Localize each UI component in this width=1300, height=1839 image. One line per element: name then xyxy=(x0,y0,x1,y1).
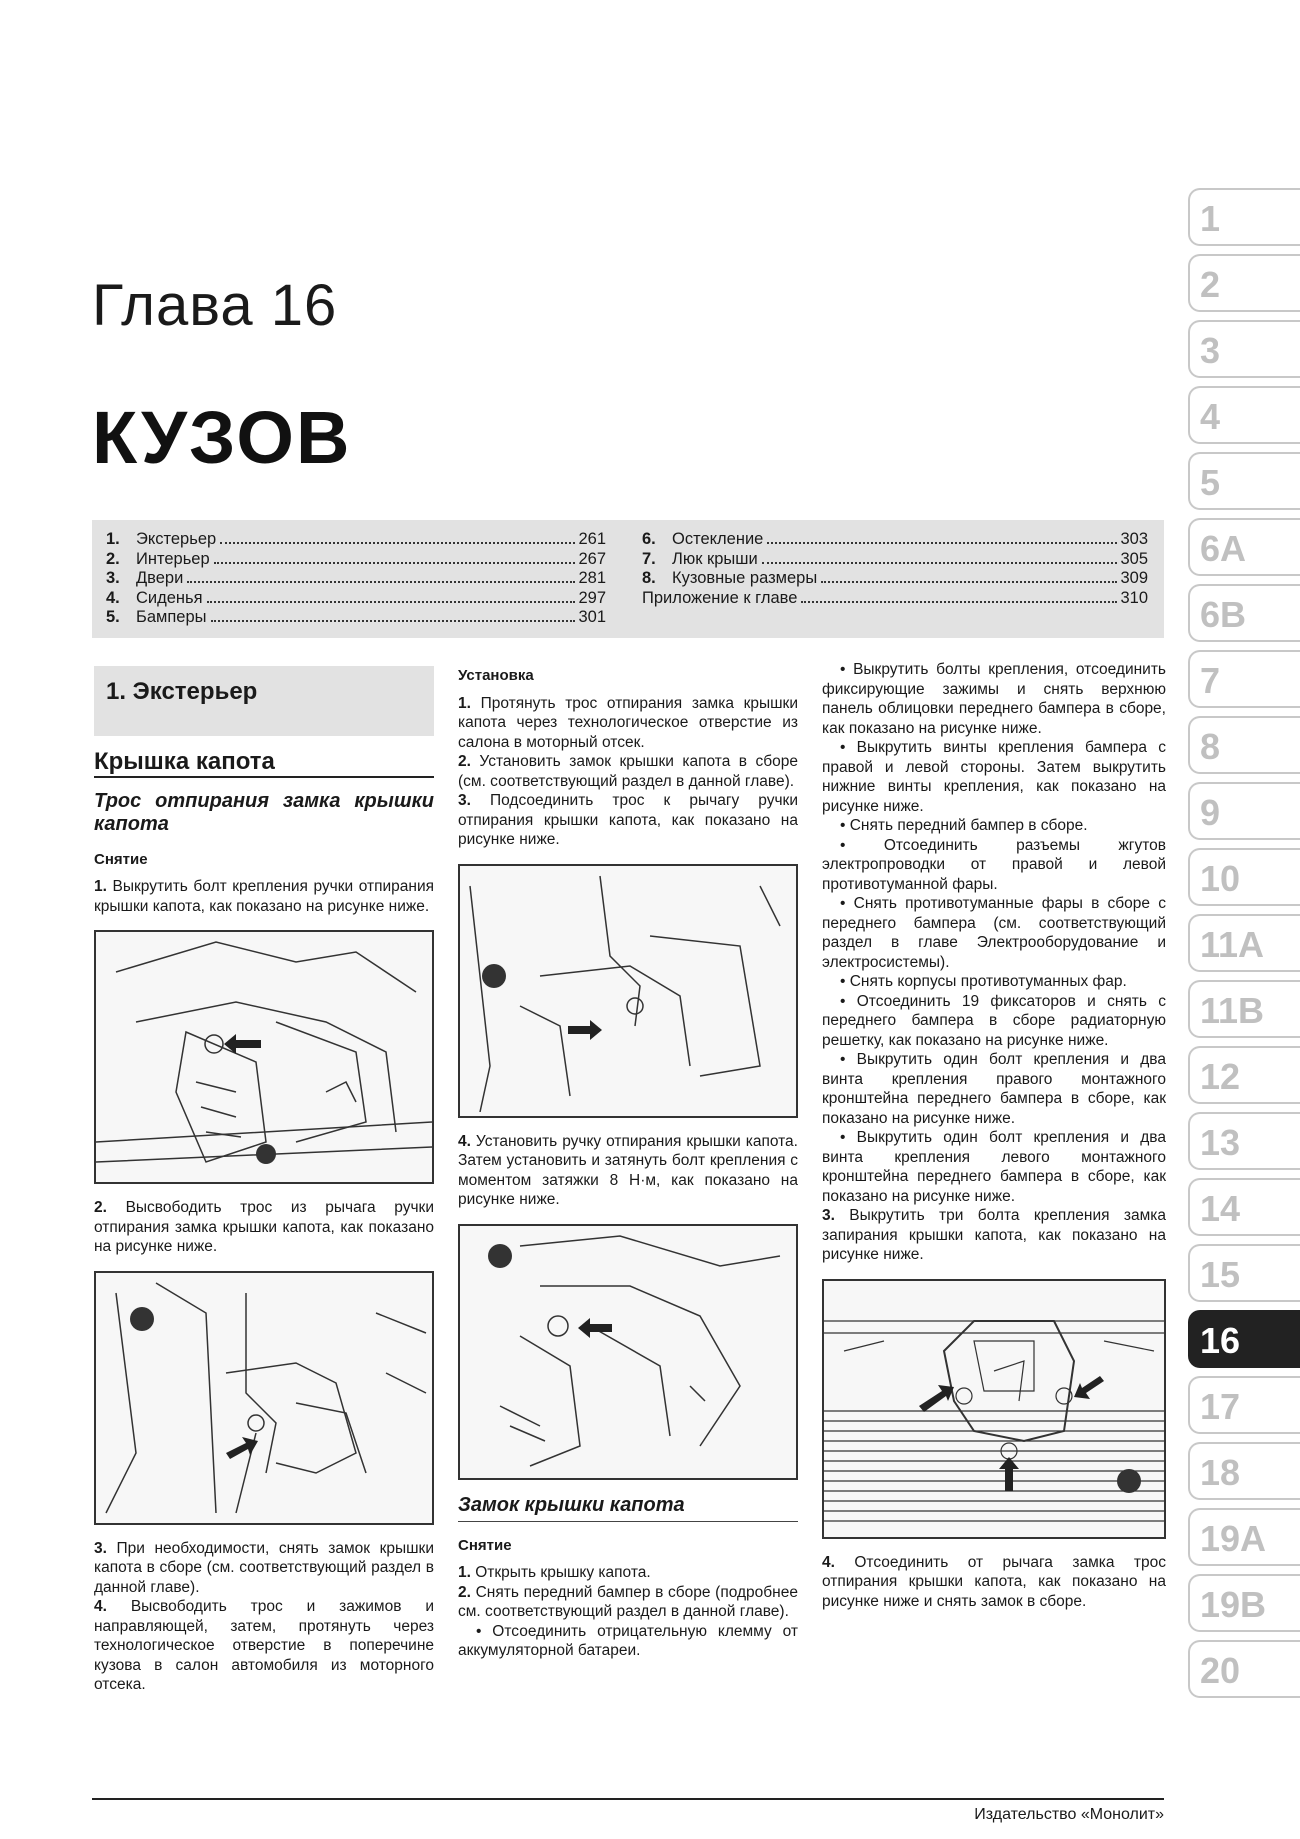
contents-entry-number: 2. xyxy=(106,549,120,568)
figure-illustration xyxy=(824,1281,1164,1533)
step-number: 4. xyxy=(458,1132,471,1150)
chapter-tab[interactable]: 18 xyxy=(1188,1442,1300,1500)
contents-entry-number: 7. xyxy=(642,549,656,568)
contents-entry-label: Кузовные размеры xyxy=(672,569,818,587)
dot-leader xyxy=(767,542,1117,544)
step-number: 4. xyxy=(94,1598,107,1615)
chapter-tab[interactable]: 12 xyxy=(1188,1046,1300,1104)
figure-illustration xyxy=(96,932,432,1178)
contents-entry-number: 5. xyxy=(106,608,120,626)
step-number: 3. xyxy=(458,792,471,809)
figure-handle-install xyxy=(458,1224,798,1480)
bullet-step: • Выкрутить болты крепления, отсоединить фиксирующие зажимы и снять верхнюю панель облицовки переднего бампера в сборе, как показано на рисунке ниже. xyxy=(822,661,1166,737)
contents-right-column xyxy=(642,530,1148,608)
bullet-step: • Выкрутить один болт крепления и два винта крепления правого монтажного кронштейна переднего бампера в сборе, как показано на рисунке ниже. xyxy=(822,1051,1166,1127)
step-text: Установить замок крышки капота в сборе (см. соответствующий раздел в данной главе). xyxy=(458,753,798,790)
chapter-tab[interactable]: 10 xyxy=(1188,848,1300,906)
chapter-tab-active[interactable]: 16 xyxy=(1188,1310,1300,1368)
contents-entry-page: 297 xyxy=(578,588,606,607)
bullet-step: • Снять корпусы противотуманных фар. xyxy=(840,973,1127,990)
contents-entry-number: 1. xyxy=(106,530,120,548)
dot-leader xyxy=(762,562,1118,564)
dot-leader xyxy=(207,601,576,603)
subsection-title: Крышка капота xyxy=(94,752,434,778)
step xyxy=(458,752,798,791)
chapter-contents xyxy=(92,520,1164,638)
bullet-step: • Снять противотуманные фары в сборе с переднего бампера (см. соответствующий раздел в главе Электрооборудование и электросистемы). xyxy=(822,895,1166,971)
contents-entry[interactable] xyxy=(106,550,606,570)
chapter-tab[interactable]: 19A xyxy=(1188,1508,1300,1566)
contents-entry[interactable] xyxy=(642,589,1148,609)
step-text: Снять передний бампер в сборе (подробнее см. соответствующий раздел в данной главе). xyxy=(458,1583,798,1620)
step-number: 2. xyxy=(458,1583,471,1601)
step-number: 1. xyxy=(458,694,471,712)
contents-entry-label: Интерьер xyxy=(136,549,210,568)
chapter-tab[interactable]: 8 xyxy=(1188,716,1300,774)
contents-entry-page: 267 xyxy=(578,549,606,568)
contents-entry-label: Экстерьер xyxy=(136,530,217,548)
contents-entry-page: 309 xyxy=(1120,569,1148,587)
contents-entry-label: Сиденья xyxy=(136,588,203,607)
chapter-tab[interactable]: 9 xyxy=(1188,782,1300,840)
contents-entry-label: Двери xyxy=(136,569,184,587)
subsubsection-title: Трос отпирания замка крышки капота xyxy=(94,789,434,835)
column-1 xyxy=(94,660,434,1695)
contents-left-column xyxy=(106,530,606,628)
chapter-tab[interactable]: 2 xyxy=(1188,254,1300,312)
step-text: Высвободить трос и зажимов и направляющей, затем, протянуть через технологическое отверстие в поперечине кузова в салон автомобиля из моторного отсека. xyxy=(94,1598,434,1693)
bullet-step: • Отсоединить отрицательную клемму от аккумуляторной батареи. xyxy=(458,1622,798,1659)
figure-lock-bolts xyxy=(822,1279,1166,1539)
figure-handle-bolt xyxy=(94,930,434,1184)
removal-heading: Снятие xyxy=(458,1536,512,1554)
chapter-tab[interactable]: 13 xyxy=(1188,1112,1300,1170)
step-number: 1. xyxy=(458,1564,471,1581)
step xyxy=(822,1206,1166,1265)
contents-entry-number: 3. xyxy=(106,569,120,587)
step-text: Отсоединить от рычага замка трос отпирания крышки капота, как показано на рисунке ниже и снять замок в сборе. xyxy=(822,1553,1166,1610)
dot-leader xyxy=(211,620,576,622)
dot-leader xyxy=(801,601,1117,603)
contents-entry[interactable] xyxy=(106,530,606,550)
bullet-step: • Выкрутить винты крепления бампера с правой и левой стороны. Затем выкрутить нижние винты крепления, как показано на рисунке ниже. xyxy=(822,739,1166,815)
step-number: 2. xyxy=(458,753,471,770)
bullet-step: • Снять передний бампер в сборе. xyxy=(840,817,1088,834)
chapter-tab[interactable]: 20 xyxy=(1188,1640,1300,1698)
chapter-tab[interactable]: 6B xyxy=(1188,584,1300,642)
step-text: При необходимости, снять замок крышки капота в сборе (см. соответствующий раздел в данной главе). xyxy=(94,1539,434,1596)
contents-entry-page: 305 xyxy=(1120,549,1148,568)
chapter-tab[interactable]: 17 xyxy=(1188,1376,1300,1434)
contents-entry[interactable] xyxy=(106,608,606,628)
step xyxy=(822,1553,1166,1612)
column-2 xyxy=(458,660,798,1661)
contents-entry-page: 310 xyxy=(1120,588,1148,607)
dot-leader xyxy=(187,581,575,583)
chapter-tab[interactable]: 6A xyxy=(1188,518,1300,576)
bullet-step: • Выкрутить один болт крепления и два винта крепления левого монтажного кронштейна переднего бампера в сборе, как показано на рисунке ниже. xyxy=(822,1129,1166,1205)
column-3 xyxy=(822,660,1166,1611)
contents-entry[interactable] xyxy=(642,530,1148,550)
dot-leader xyxy=(220,542,575,544)
bullet-step: • Отсоединить разъемы жгутов электропроводки от правой и левой противотуманной фары. xyxy=(822,836,1166,893)
publisher-name: Издательство «Монолит» xyxy=(974,1806,1164,1823)
chapter-tab[interactable]: 14 xyxy=(1188,1178,1300,1236)
contents-entry[interactable] xyxy=(642,550,1148,570)
contents-entry-number: 8. xyxy=(642,569,656,587)
step xyxy=(94,1597,434,1695)
step-text: Установить ручку отпирания крышки капота. Затем установить и затянуть болт крепления с моментом затяжки 8 Н·м, как показано на рисунке ниже. xyxy=(458,1132,798,1208)
figure-cable-connect xyxy=(458,864,798,1118)
contents-entry-label: Остекление xyxy=(672,530,764,548)
lock-section-title: Замок крышки капота xyxy=(458,1494,798,1522)
step-text: Протянуть трос отпирания замка крышки капота через технологическое отверстие из салона в моторный отсек. xyxy=(458,694,798,751)
removal-heading: Снятие xyxy=(94,850,148,868)
chapter-tab[interactable]: 11B xyxy=(1188,980,1300,1038)
bullet-step: • Отсоединить 19 фиксаторов и снять с переднего бампера в сборе радиаторную решетку, как показано на рисунке ниже. xyxy=(822,992,1166,1049)
figure-cable-release xyxy=(94,1271,434,1525)
chapter-tab[interactable]: 4 xyxy=(1188,386,1300,444)
figure-illustration xyxy=(96,1273,432,1519)
contents-entry-number: 6. xyxy=(642,530,656,548)
contents-entry[interactable] xyxy=(642,569,1148,589)
step-text: Высвободить трос из рычага ручки отпирания замка крышки капота, как показано на рисунке ниже. xyxy=(94,1199,434,1255)
step xyxy=(458,791,798,850)
chapter-tab[interactable]: 3 xyxy=(1188,320,1300,378)
step xyxy=(94,1198,434,1257)
contents-entry-label: Приложение к главе xyxy=(642,588,798,607)
step-text: Выкрутить болт крепления ручки отпирания крышки капота, как показано на рисунке ниже. xyxy=(94,878,434,915)
step xyxy=(94,1539,434,1598)
dot-leader xyxy=(214,562,576,564)
footer-rule xyxy=(92,1798,1164,1800)
figure-illustration xyxy=(460,1226,796,1474)
contents-entry-page: 261 xyxy=(578,530,606,548)
step xyxy=(458,1563,798,1583)
chapter-label: Глава 16 xyxy=(92,273,338,338)
contents-entry-page: 301 xyxy=(578,608,606,626)
chapter-title: КУЗОВ xyxy=(92,396,352,479)
step-number: 3. xyxy=(94,1539,107,1557)
step-text: Подсоединить трос к рычагу ручки отпирания крышки капота, как показано на рисунке ниже. xyxy=(458,792,798,848)
contents-entry-label: Бамперы xyxy=(136,608,207,626)
contents-entry-label: Люк крыши xyxy=(672,549,758,568)
contents-entry[interactable] xyxy=(106,589,606,609)
step xyxy=(94,877,434,916)
step xyxy=(458,1583,798,1622)
step xyxy=(458,1132,798,1210)
dot-leader xyxy=(821,581,1117,583)
chapter-tab[interactable]: 5 xyxy=(1188,452,1300,510)
contents-entry-page: 303 xyxy=(1120,530,1148,548)
section-title: 1. Экстерьер xyxy=(94,666,434,736)
step-text: Открыть крышку капота. xyxy=(475,1564,651,1581)
chapter-tab[interactable]: 1 xyxy=(1188,188,1300,246)
chapter-tab[interactable]: 15 xyxy=(1188,1244,1300,1302)
step xyxy=(458,694,798,753)
contents-entry[interactable] xyxy=(106,569,606,589)
chapter-tab[interactable]: 7 xyxy=(1188,650,1300,708)
step-text: Выкрутить три болта крепления замка запирания крышки капота, как показано на рисунке ниже. xyxy=(822,1207,1167,1263)
install-heading: Установка xyxy=(458,667,534,684)
chapter-tab[interactable]: 19B xyxy=(1188,1574,1300,1632)
figure-illustration xyxy=(460,866,796,1112)
step-number: 1. xyxy=(94,878,107,895)
step-number: 2. xyxy=(94,1199,107,1216)
step-number: 3. xyxy=(822,1207,835,1224)
chapter-tab[interactable]: 11A xyxy=(1188,914,1300,972)
contents-entry-number: 4. xyxy=(106,588,120,607)
contents-entry-page: 281 xyxy=(578,569,606,587)
step-number: 4. xyxy=(822,1553,835,1571)
